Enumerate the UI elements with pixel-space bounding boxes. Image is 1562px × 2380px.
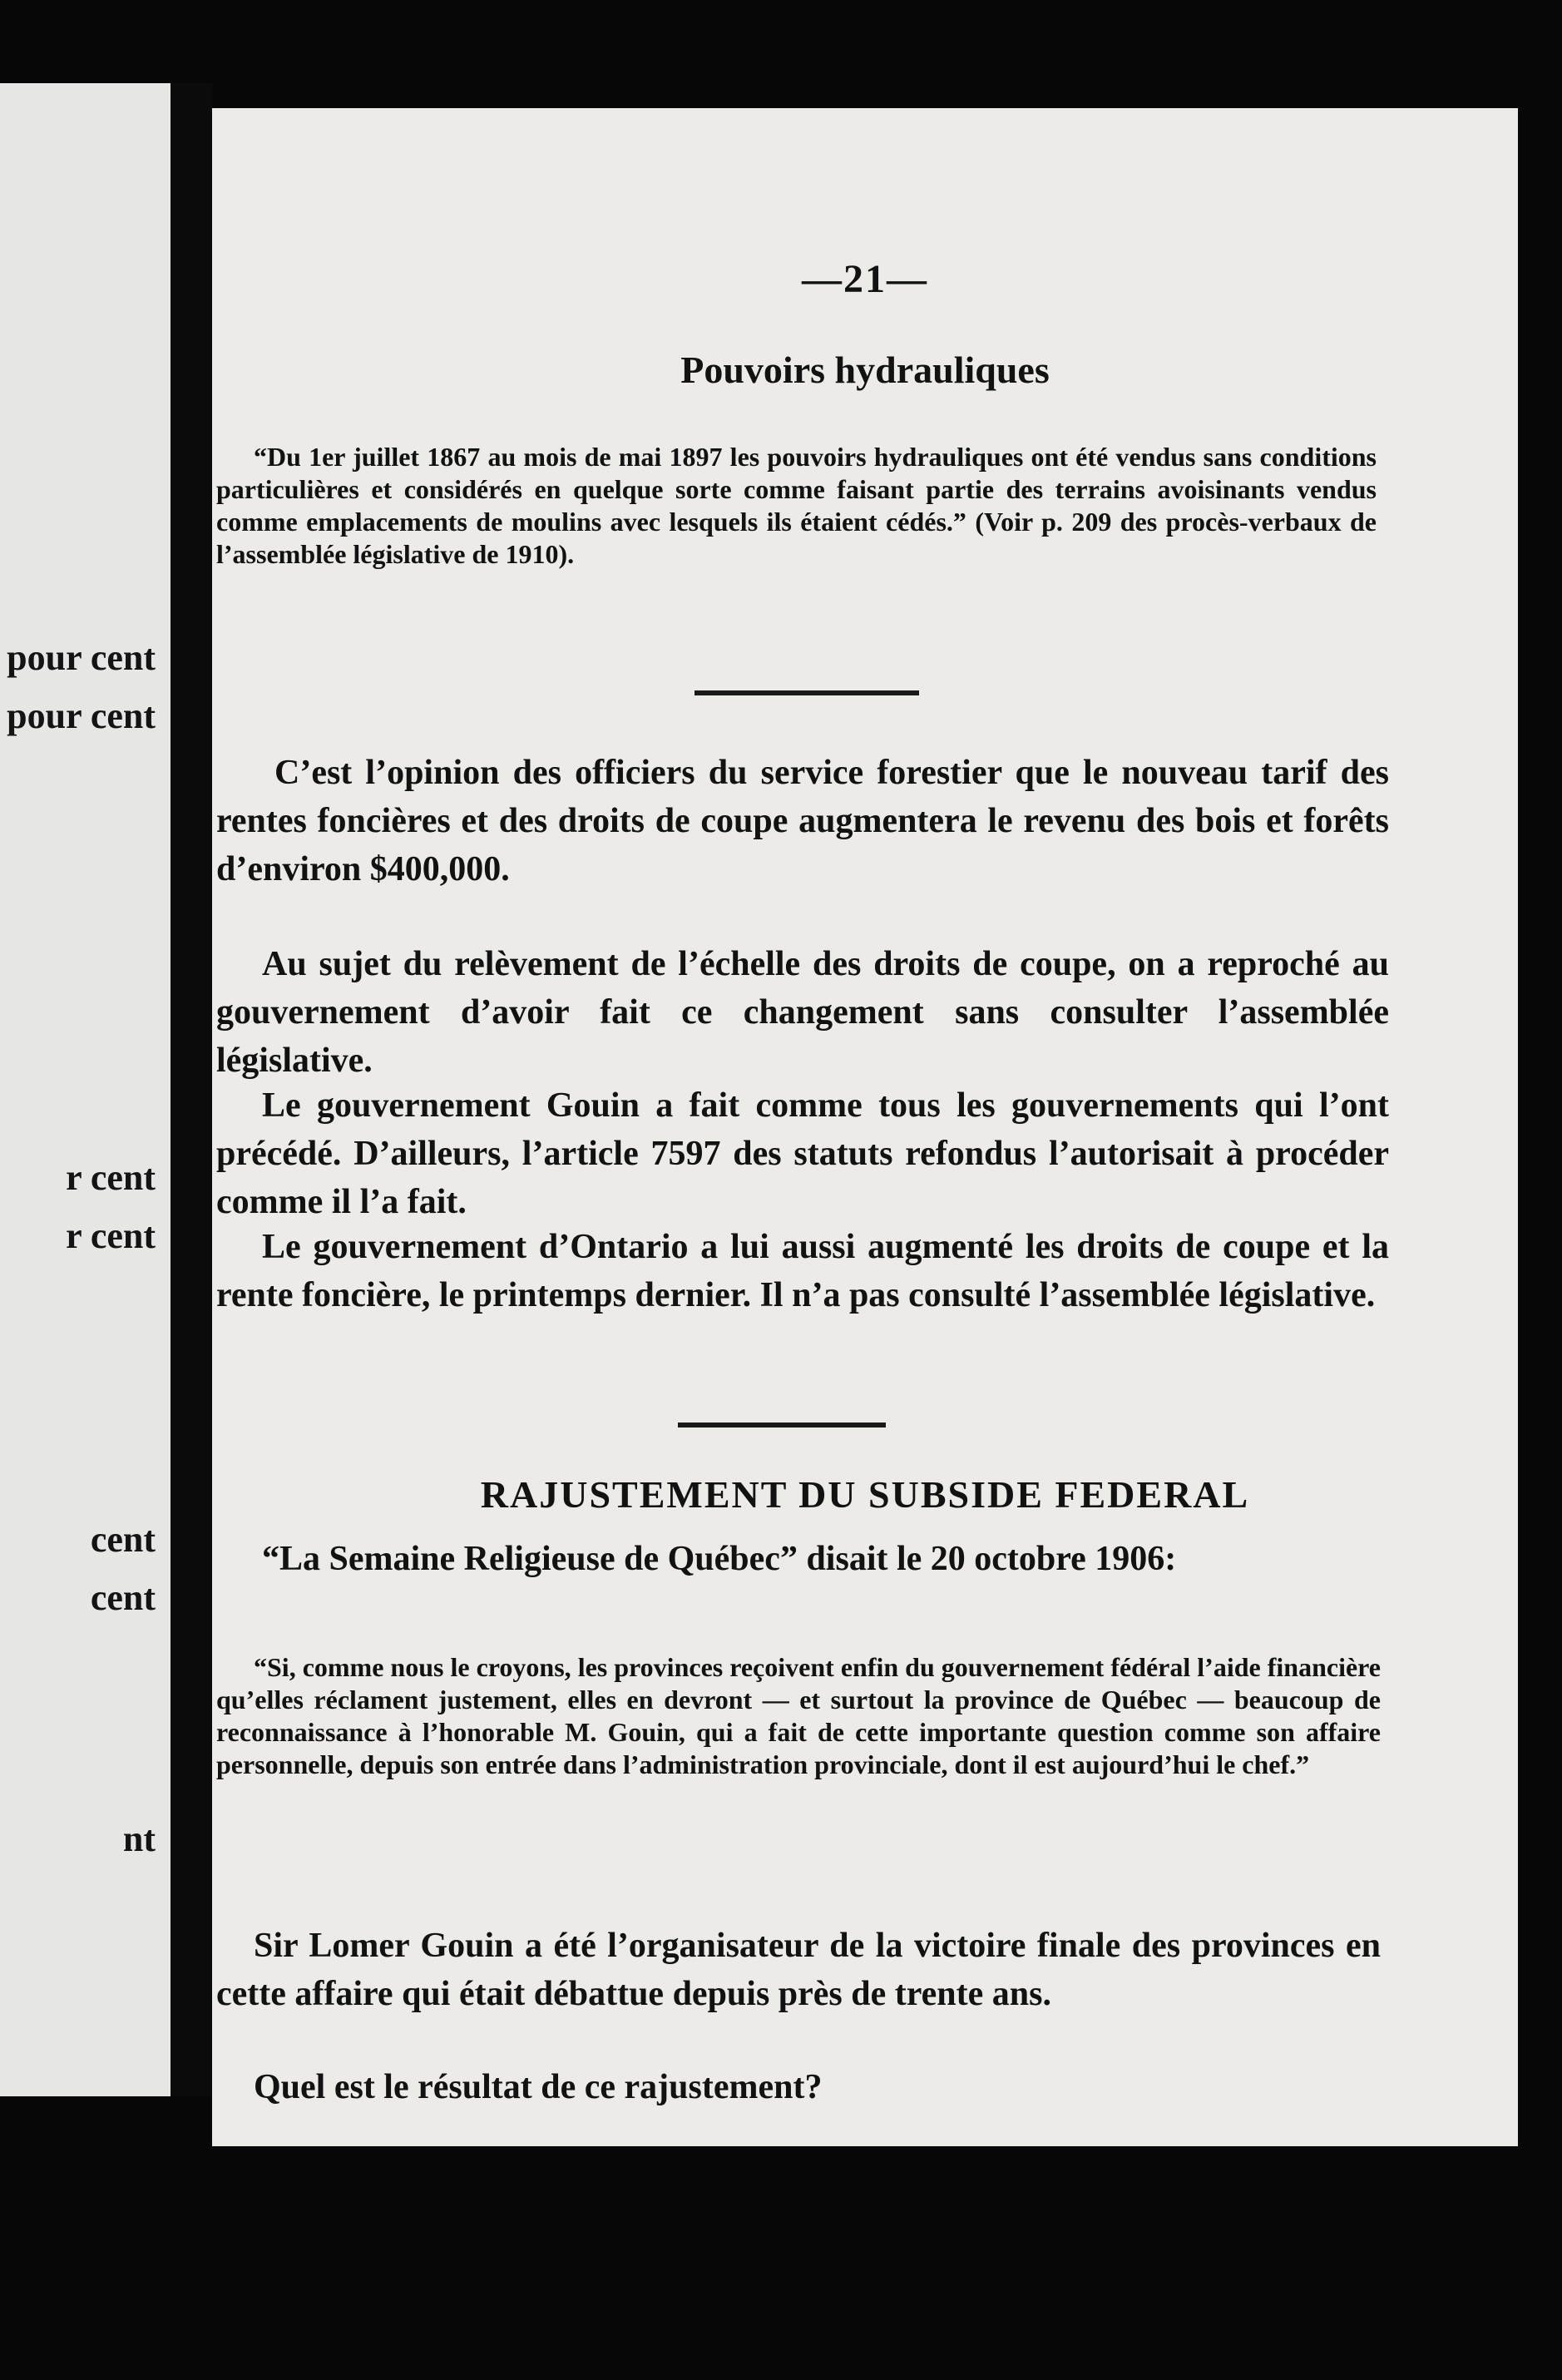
section-heading-caps: RAJUSTEMENT DU SUBSIDE FEDERAL: [480, 1473, 1250, 1516]
paragraph-forest-opinion: C’est l’opinion des officiers du service forestier que le nouveau tarif des rentes foncières et des droits de coupe augmentera le revenu des bois et forêts d’environ $400,000.: [216, 754, 1389, 888]
left-text-fragment: cent: [90, 1519, 156, 1560]
left-text-fragment: r cent: [66, 1157, 156, 1198]
left-page-fragment: [0, 83, 171, 2096]
section-heading: Pouvoirs hydrauliques: [680, 349, 1050, 391]
section-divider: [694, 690, 919, 695]
document-page: [212, 108, 1518, 2146]
book-gutter: [171, 83, 212, 2096]
left-text-fragment: r cent: [66, 1215, 156, 1256]
paragraph-lomer-gouin: Sir Lomer Gouin a été l’organisateur de la victoire finale des provinces en cette affaire qui était débattue depuis près de trente ans.: [216, 1927, 1381, 2013]
section-divider: [678, 1423, 886, 1428]
paragraph-gouin-government: Le gouvernement Gouin a fait comme tous les gouvernements qui l’ont précédé. D’ailleurs, l’article 7597 des statuts refondus l’autorisait à procéder comme il l’a fait.: [216, 1086, 1389, 1221]
paragraph-cutting-dues: Au sujet du relèvement de l’échelle des droits de coupe, on a reproché au gouvernement d’avoir fait ce changement sans consulter l’assemblée législative.: [216, 945, 1389, 1080]
left-text-fragment: pour cent: [7, 695, 156, 736]
left-text-fragment: nt: [122, 1818, 156, 1859]
paragraph-semaine-intro: “La Semaine Religieuse de Québec” disait le 20 octobre 1906:: [262, 1540, 1177, 1578]
paragraph-question: Quel est le résultat de ce rajustement?: [254, 2068, 823, 2106]
paragraph-ontario: Le gouvernement d’Ontario a lui aussi augmenté les droits de coupe et la rente foncière, le printemps dernier. Il n’a pas consulté l’assemblée législative.: [216, 1228, 1389, 1314]
page-number: —21—: [802, 257, 928, 301]
quote-semaine-religieuse: “Si, comme nous le croyons, les provinces reçoivent enfin du gouvernement fédéral l’aide financière qu’elles réclament justement, elles en devront — et surtout la province de Québec — beaucoup de reconnaissance à l’honorable M. Gouin, qui a fait de cette importante question comme son affaire personnelle, depuis son entrée dans l’administration provinciale, dont il est aujourd’hui le chef.”: [216, 1652, 1381, 1779]
left-text-fragment: pour cent: [7, 637, 156, 678]
quote-hydraulic-powers: “Du 1er juillet 1867 au mois de mai 1897 les pouvoirs hydrauliques ont été vendus sans conditions particulières et considérés en quelque sorte comme faisant partie des terrains avoisinants vendus comme emplacements de moulins avec lesquels ils étaient cédés.” (Voir p. 209 des procès-verbaux de l’assemblée législative de 1910).: [216, 442, 1377, 569]
left-text-fragment: cent: [90, 1577, 156, 1618]
